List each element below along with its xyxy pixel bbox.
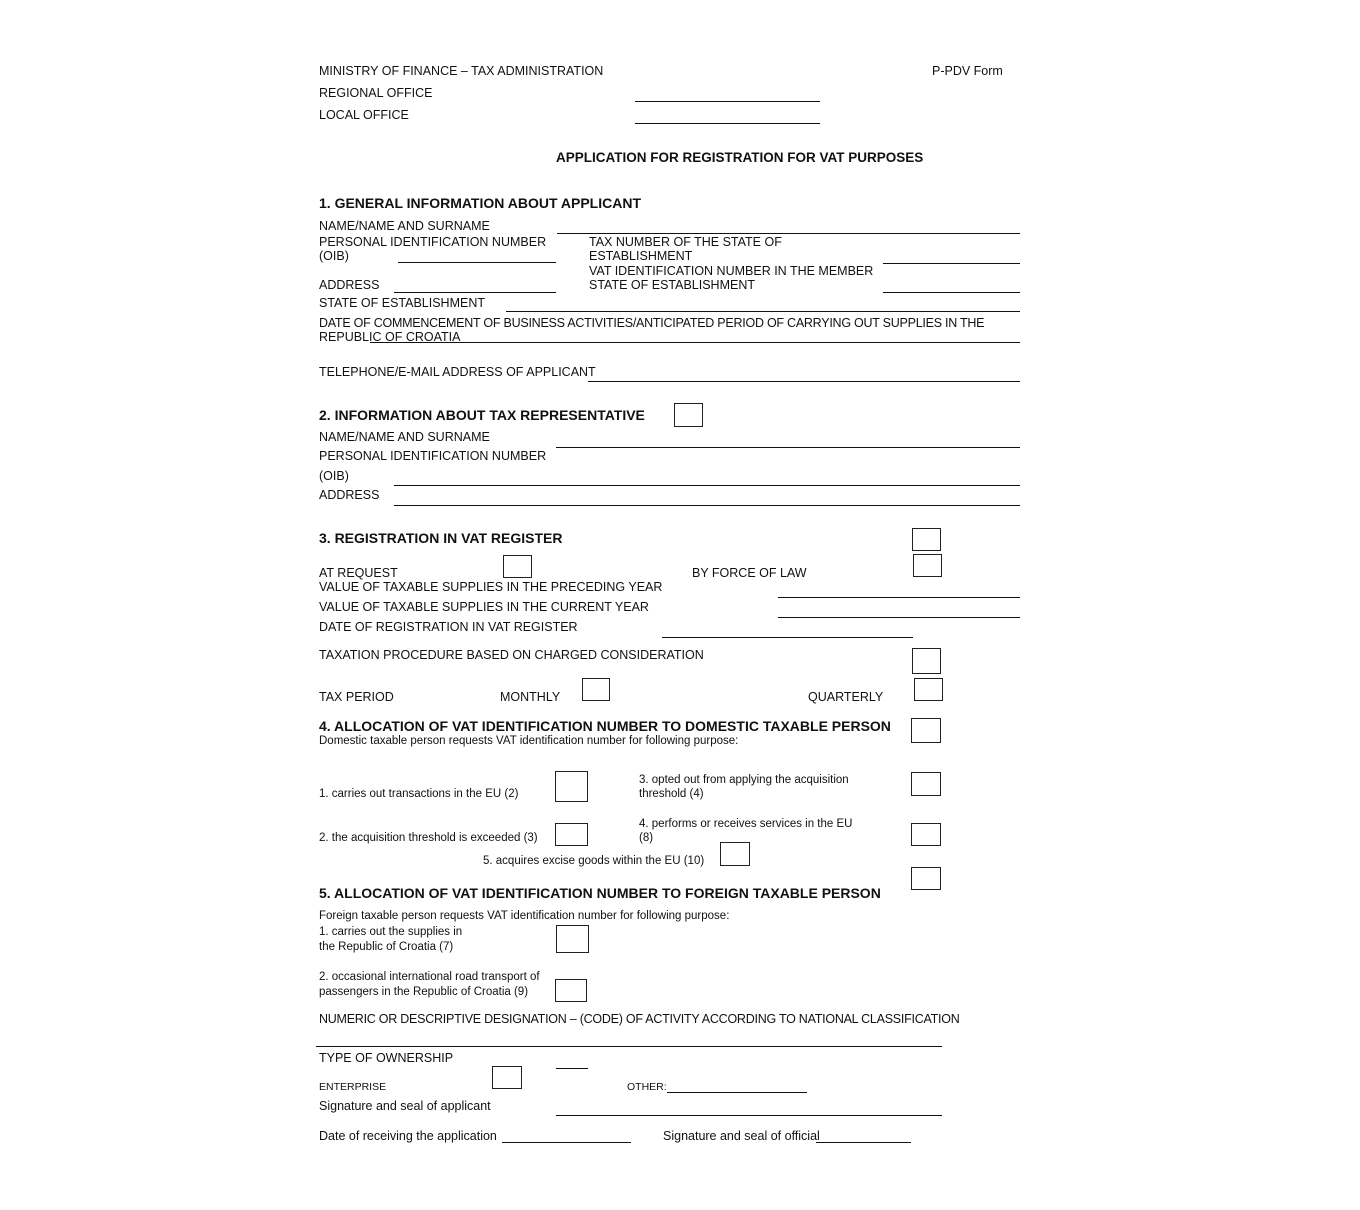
vat-register-checkbox[interactable]: [912, 528, 941, 551]
tax-period-label: TAX PERIOD: [319, 690, 394, 704]
value-current-field[interactable]: [778, 617, 1020, 618]
s1-tax-number-label-2: ESTABLISHMENT: [589, 249, 693, 263]
s5-opt2-label-2: passengers in the Republic of Croatia (9): [319, 986, 529, 998]
s1-name-field[interactable]: [557, 233, 1020, 234]
s1-state-label: STATE OF ESTABLISHMENT: [319, 296, 485, 310]
s4-opt4-label-2: (8): [639, 832, 654, 844]
s5-opt1-label-2: the Republic of Croatia (7): [319, 941, 454, 953]
signature-applicant-field[interactable]: [556, 1115, 942, 1116]
s4-opt4-checkbox[interactable]: [911, 823, 941, 846]
taxation-procedure-label: TAXATION PROCEDURE BASED ON CHARGED CONSIDERATION: [319, 648, 704, 662]
monthly-checkbox[interactable]: [582, 678, 610, 701]
s4-opt1-label: 1. carries out transactions in the EU (2): [319, 788, 519, 800]
s4-opt3-checkbox[interactable]: [911, 772, 941, 796]
section1-heading: 1. GENERAL INFORMATION ABOUT APPLICANT: [319, 195, 641, 211]
s1-tax-number-label: TAX NUMBER OF THE STATE OF: [589, 235, 782, 249]
s1-tax-number-field[interactable]: [883, 263, 1020, 264]
s2-address-field[interactable]: [394, 505, 1020, 506]
page-title: APPLICATION FOR REGISTRATION FOR VAT PURPOSES: [556, 150, 924, 165]
s1-date-label-2: REPUBLIC OF CROATIA: [319, 330, 461, 344]
quarterly-checkbox[interactable]: [914, 678, 943, 701]
s2-pin-field[interactable]: [394, 485, 1020, 486]
s1-vat-id-label: VAT IDENTIFICATION NUMBER IN THE MEMBER: [589, 264, 874, 278]
s4-intro: Domestic taxable person requests VAT identification number for following purpose:: [319, 735, 739, 747]
tax-representative-checkbox[interactable]: [674, 403, 703, 427]
s1-contact-field[interactable]: [588, 381, 1020, 382]
ownership-label: TYPE OF OWNERSHIP: [319, 1051, 454, 1065]
local-office-field[interactable]: [635, 123, 820, 124]
date-receiving-label: Date of receiving the application: [319, 1129, 497, 1143]
domestic-vat-id-checkbox[interactable]: [911, 718, 941, 743]
s2-name-label: NAME/NAME AND SURNAME: [319, 430, 490, 444]
quarterly-label: QUARTERLY: [808, 690, 884, 704]
s1-date-label: DATE OF COMMENCEMENT OF BUSINESS ACTIVITIES/ANTICIPATED PERIOD OF CARRYING OUT SUPPLIES IN THE: [319, 316, 985, 330]
value-preceding-label: VALUE OF TAXABLE SUPPLIES IN THE PRECEDING YEAR: [319, 580, 663, 594]
s4-opt3-label-2: threshold (4): [639, 788, 704, 800]
s2-address-label: ADDRESS: [319, 488, 380, 502]
s2-name-field[interactable]: [556, 447, 1020, 448]
date-registration-label: DATE OF REGISTRATION IN VAT REGISTER: [319, 620, 578, 634]
signature-official-field[interactable]: [816, 1142, 911, 1143]
s4-opt1-checkbox[interactable]: [555, 771, 588, 802]
s1-pin-label-oib: (OIB): [319, 249, 349, 263]
regional-office-field[interactable]: [635, 101, 820, 102]
section4-heading: 4. ALLOCATION OF VAT IDENTIFICATION NUMBER TO DOMESTIC TAXABLE PERSON: [319, 718, 891, 734]
s1-date-field[interactable]: [370, 342, 1020, 343]
other-field[interactable]: [667, 1092, 807, 1093]
date-registration-field[interactable]: [662, 637, 913, 638]
s1-contact-label: TELEPHONE/E-MAIL ADDRESS OF APPLICANT: [319, 365, 596, 379]
signature-applicant-label: Signature and seal of applicant: [319, 1099, 491, 1113]
section2-heading: 2. INFORMATION ABOUT TAX REPRESENTATIVE: [319, 407, 645, 423]
s2-pin-label-oib: (OIB): [319, 469, 349, 483]
foreign-vat-id-checkbox[interactable]: [911, 867, 941, 890]
ownership-field[interactable]: [556, 1068, 588, 1069]
s2-pin-label: PERSONAL IDENTIFICATION NUMBER: [319, 449, 547, 463]
s1-address-field[interactable]: [394, 292, 556, 293]
taxation-procedure-checkbox[interactable]: [912, 648, 941, 674]
section5-heading: 5. ALLOCATION OF VAT IDENTIFICATION NUMBER TO FOREIGN TAXABLE PERSON: [319, 885, 881, 901]
enterprise-label: ENTERPRISE: [319, 1081, 387, 1093]
s5-intro: Foreign taxable person requests VAT identification number for following purpose:: [319, 910, 730, 922]
s4-opt4-label: 4. performs or receives services in the EU: [639, 818, 853, 830]
s5-opt2-label: 2. occasional international road transport of: [319, 971, 540, 983]
at-request-label: AT REQUEST: [319, 566, 398, 580]
s5-opt1-label: 1. carries out the supplies in: [319, 926, 463, 938]
s1-name-label: NAME/NAME AND SURNAME: [319, 219, 490, 233]
s1-pin-label: PERSONAL IDENTIFICATION NUMBER: [319, 235, 547, 249]
s1-vat-id-field[interactable]: [883, 292, 1020, 293]
enterprise-checkbox[interactable]: [492, 1066, 522, 1089]
date-receiving-field[interactable]: [502, 1142, 631, 1143]
s1-address-label: ADDRESS: [319, 278, 380, 292]
form-code: P-PDV Form: [932, 64, 1003, 78]
s5-opt1-checkbox[interactable]: [556, 925, 589, 953]
by-force-of-law-checkbox[interactable]: [913, 554, 942, 577]
section3-heading: 3. REGISTRATION IN VAT REGISTER: [319, 530, 563, 546]
activity-code-label: NUMERIC OR DESCRIPTIVE DESIGNATION – (CODE) OF ACTIVITY ACCORDING TO NATIONAL CLASSIFICATION: [319, 1012, 960, 1026]
s4-opt5-label: 5. acquires excise goods within the EU (10): [483, 855, 705, 867]
regional-office-label: REGIONAL OFFICE: [319, 86, 433, 100]
local-office-label: LOCAL OFFICE: [319, 108, 409, 122]
value-preceding-field[interactable]: [778, 597, 1020, 598]
monthly-label: MONTHLY: [500, 690, 561, 704]
s4-opt2-checkbox[interactable]: [555, 823, 588, 846]
value-current-label: VALUE OF TAXABLE SUPPLIES IN THE CURRENT YEAR: [319, 600, 649, 614]
s1-state-field[interactable]: [506, 311, 1020, 312]
at-request-checkbox[interactable]: [503, 555, 532, 578]
s4-opt2-label: 2. the acquisition threshold is exceeded (3): [319, 832, 538, 844]
other-label: OTHER:: [627, 1081, 667, 1093]
by-force-of-law-label: BY FORCE OF LAW: [692, 566, 807, 580]
s1-vat-id-label-2: STATE OF ESTABLISHMENT: [589, 278, 755, 292]
s4-opt3-label: 3. opted out from applying the acquisition: [639, 774, 849, 786]
s4-opt5-checkbox[interactable]: [720, 842, 750, 866]
activity-code-field[interactable]: [316, 1046, 942, 1047]
ministry-label: MINISTRY OF FINANCE – TAX ADMINISTRATION: [319, 64, 604, 78]
signature-official-label: Signature and seal of official: [663, 1129, 820, 1143]
s5-opt2-checkbox[interactable]: [555, 979, 587, 1002]
s1-pin-field[interactable]: [398, 262, 556, 263]
